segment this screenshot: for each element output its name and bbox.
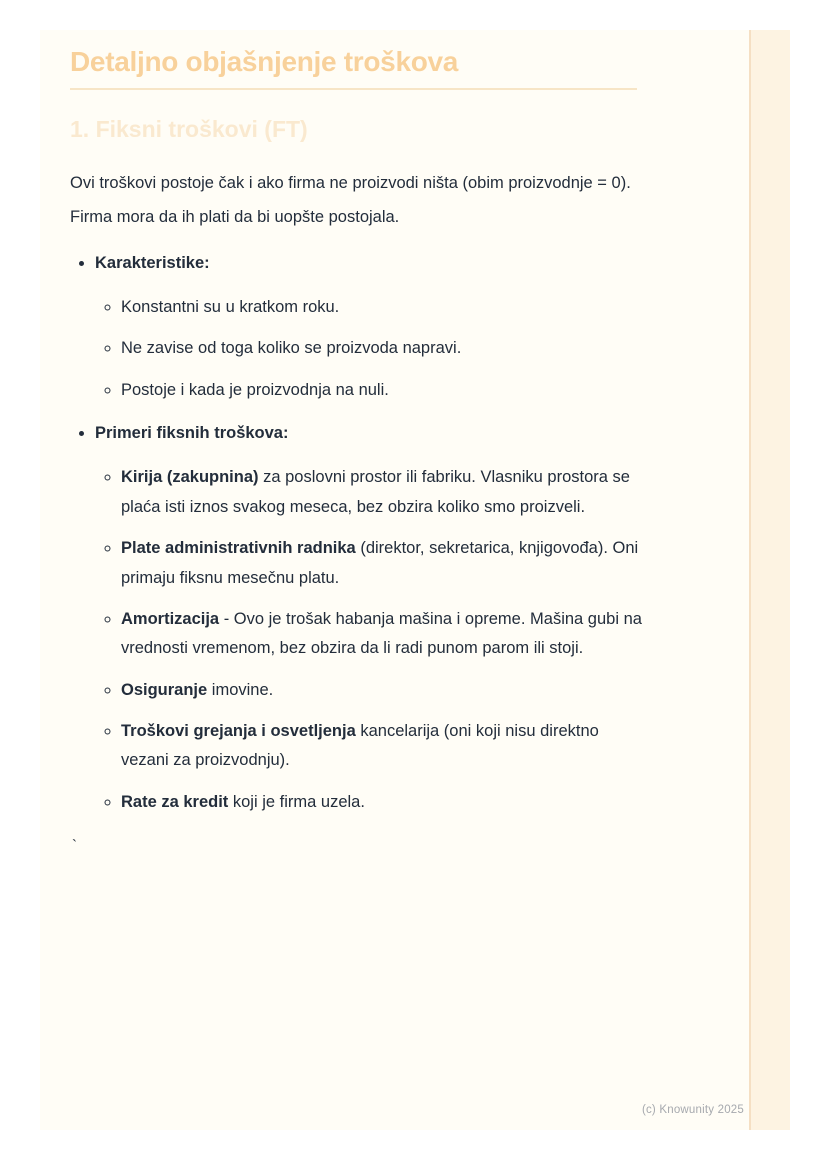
list-item-examples (95, 419, 646, 817)
main-list (70, 249, 646, 817)
list-item (121, 676, 646, 705)
item-lead: Troškovi grejanja i osvetljenja (121, 721, 356, 740)
title-divider (70, 88, 637, 90)
list-item: ◦ Postoje i kada je proizvodnja na nuli. (121, 376, 646, 405)
item-text: imovine. (207, 680, 274, 699)
examples-label: Primeri fiksnih troškova: (95, 424, 289, 443)
stray-backtick: ` (72, 837, 77, 855)
list-item (121, 605, 646, 664)
list-item-characteristics (95, 249, 646, 405)
document-page (40, 30, 790, 1130)
item-text: koji je firma uzela. (228, 792, 365, 811)
item-text: - Ovo je trošak habanja mašina i opreme. Mašina gubi na vrednosti vremenom, bez obzira da li radi punom parom ili stoji. (121, 609, 642, 658)
page-title: Detaljno objašnjenje troškova (70, 46, 459, 77)
item-lead: Rate za kredit (121, 792, 229, 811)
item-lead: Osiguranje (121, 680, 208, 699)
page-edge-strip (749, 30, 790, 1130)
examples-sublist (95, 463, 646, 817)
item-lead: Amortizacija (121, 609, 220, 628)
list-item (121, 717, 646, 776)
list-item (121, 463, 646, 522)
item-lead: Kirija (zakupnina) (121, 468, 259, 487)
list-item: ◦ Konstantni su u kratkom roku. (121, 293, 646, 322)
item-lead: Plate administrativnih radnika (121, 539, 356, 558)
characteristics-label: Karakteristike: (95, 253, 210, 272)
item-text: kancelarija (oni koji nisu direktno vezani za proizvodnju). (121, 721, 599, 770)
list-item: ◦ Ne zavise od toga koliko se proizvoda napravi. (121, 334, 646, 363)
footer-credit: (c) Knowunity 2025 (641, 1104, 744, 1116)
intro-paragraph: Ovi troškovi postoje čak i ako firma ne proizvodi ništa (obim proizvodnje = 0). Firma mora da ih plati da bi uopšte postojala. (70, 174, 631, 226)
characteristics-sublist (95, 293, 646, 405)
list-item (121, 534, 646, 593)
section-heading: 1. Fiksni troškovi (FT) (70, 116, 308, 142)
list-item (121, 788, 646, 817)
page-content (40, 30, 646, 854)
item-text: za poslovni prostor ili fabriku. Vlasniku prostora se plaća isti iznos svakog meseca, bez obzira koliko smo proizveli. (121, 468, 630, 516)
item-text: (direktor, sekretarica, knjigovođa). Oni primaju fiksnu mesečnu platu. (121, 539, 639, 587)
